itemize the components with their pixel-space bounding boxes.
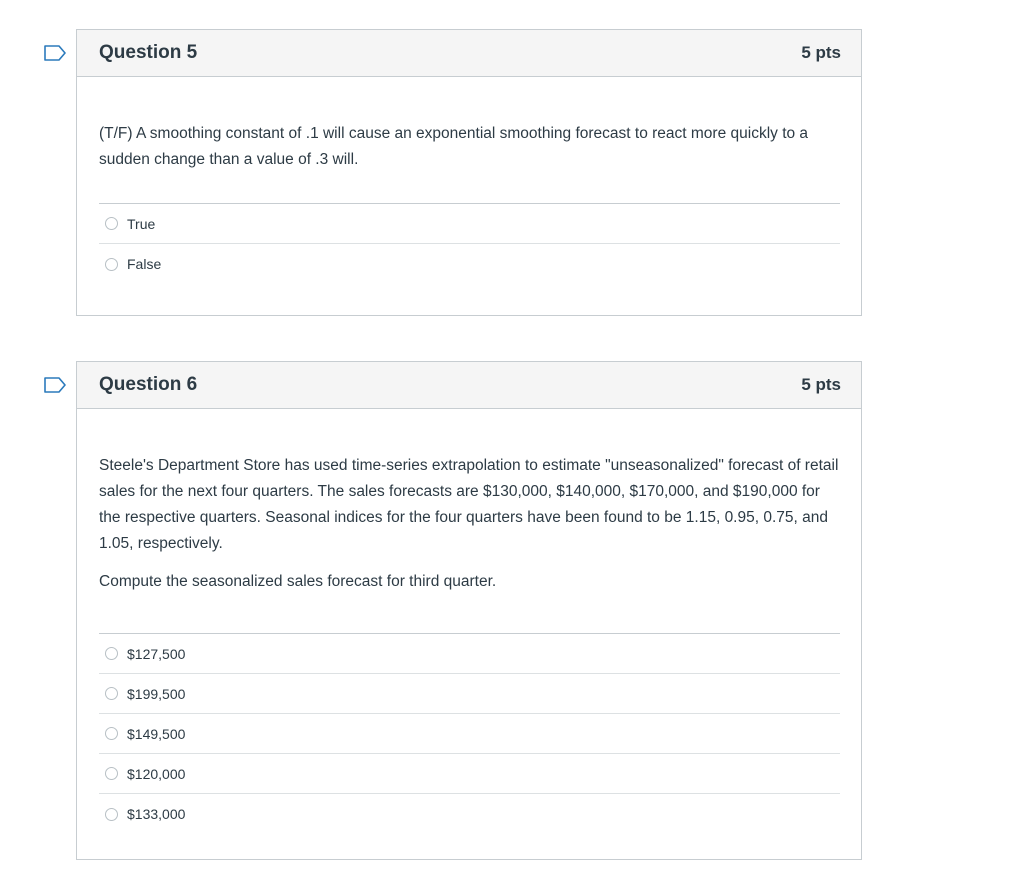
question-6 <box>76 361 862 860</box>
answer-label[interactable]: $199,500 <box>127 685 186 702</box>
answer-label[interactable]: $120,000 <box>127 765 186 782</box>
answer-list <box>99 203 840 284</box>
answer-label[interactable]: True <box>127 215 156 232</box>
answer-option[interactable] <box>99 674 840 714</box>
answer-label[interactable]: $149,500 <box>127 725 186 742</box>
flag-question-icon[interactable] <box>44 377 66 393</box>
radio-button[interactable] <box>105 217 118 230</box>
question-points: 5 pts <box>801 375 841 394</box>
answer-label[interactable]: $127,500 <box>127 645 186 662</box>
question-5 <box>76 29 862 316</box>
radio-button[interactable] <box>105 687 118 700</box>
radio-button[interactable] <box>105 767 118 780</box>
flag-question-icon[interactable] <box>44 45 66 61</box>
question-text: (T/F) A smoothing constant of .1 will cause an exponential smoothing forecast to react more quickly to a sudden change than a value of .3 will. <box>99 125 809 168</box>
question-title: Question 5 <box>99 42 198 63</box>
answer-option[interactable] <box>99 754 840 794</box>
question-title: Question 6 <box>99 374 198 395</box>
answer-label[interactable]: False <box>127 256 162 272</box>
question-text: Steele's Department Store has used time-series extrapolation to estimate "unseasonalized" forecast of retail sales for the next four quarters. The sales forecasts are $130,000, $140,000, $170,000, and $190,000 for the respective quarters. Seasonal indices for the four quarters have been found to be 1.15, 0.95, 0.75, and 1.05, respectively. <box>99 457 839 552</box>
question-points: 5 pts <box>801 43 841 62</box>
radio-button[interactable] <box>105 647 118 660</box>
answer-label[interactable]: $133,000 <box>127 806 186 822</box>
answer-option[interactable] <box>99 714 840 754</box>
radio-button[interactable] <box>105 727 118 740</box>
radio-button[interactable] <box>105 808 118 821</box>
answer-option[interactable] <box>99 634 840 674</box>
question-prompt: Compute the seasonalized sales forecast for third quarter. <box>99 573 497 590</box>
answer-option[interactable] <box>99 794 840 834</box>
radio-button[interactable] <box>105 258 118 271</box>
answer-option[interactable] <box>99 244 840 284</box>
question-header <box>77 362 861 409</box>
answer-option[interactable] <box>99 204 840 244</box>
question-header <box>77 30 861 77</box>
answer-list <box>99 633 840 834</box>
